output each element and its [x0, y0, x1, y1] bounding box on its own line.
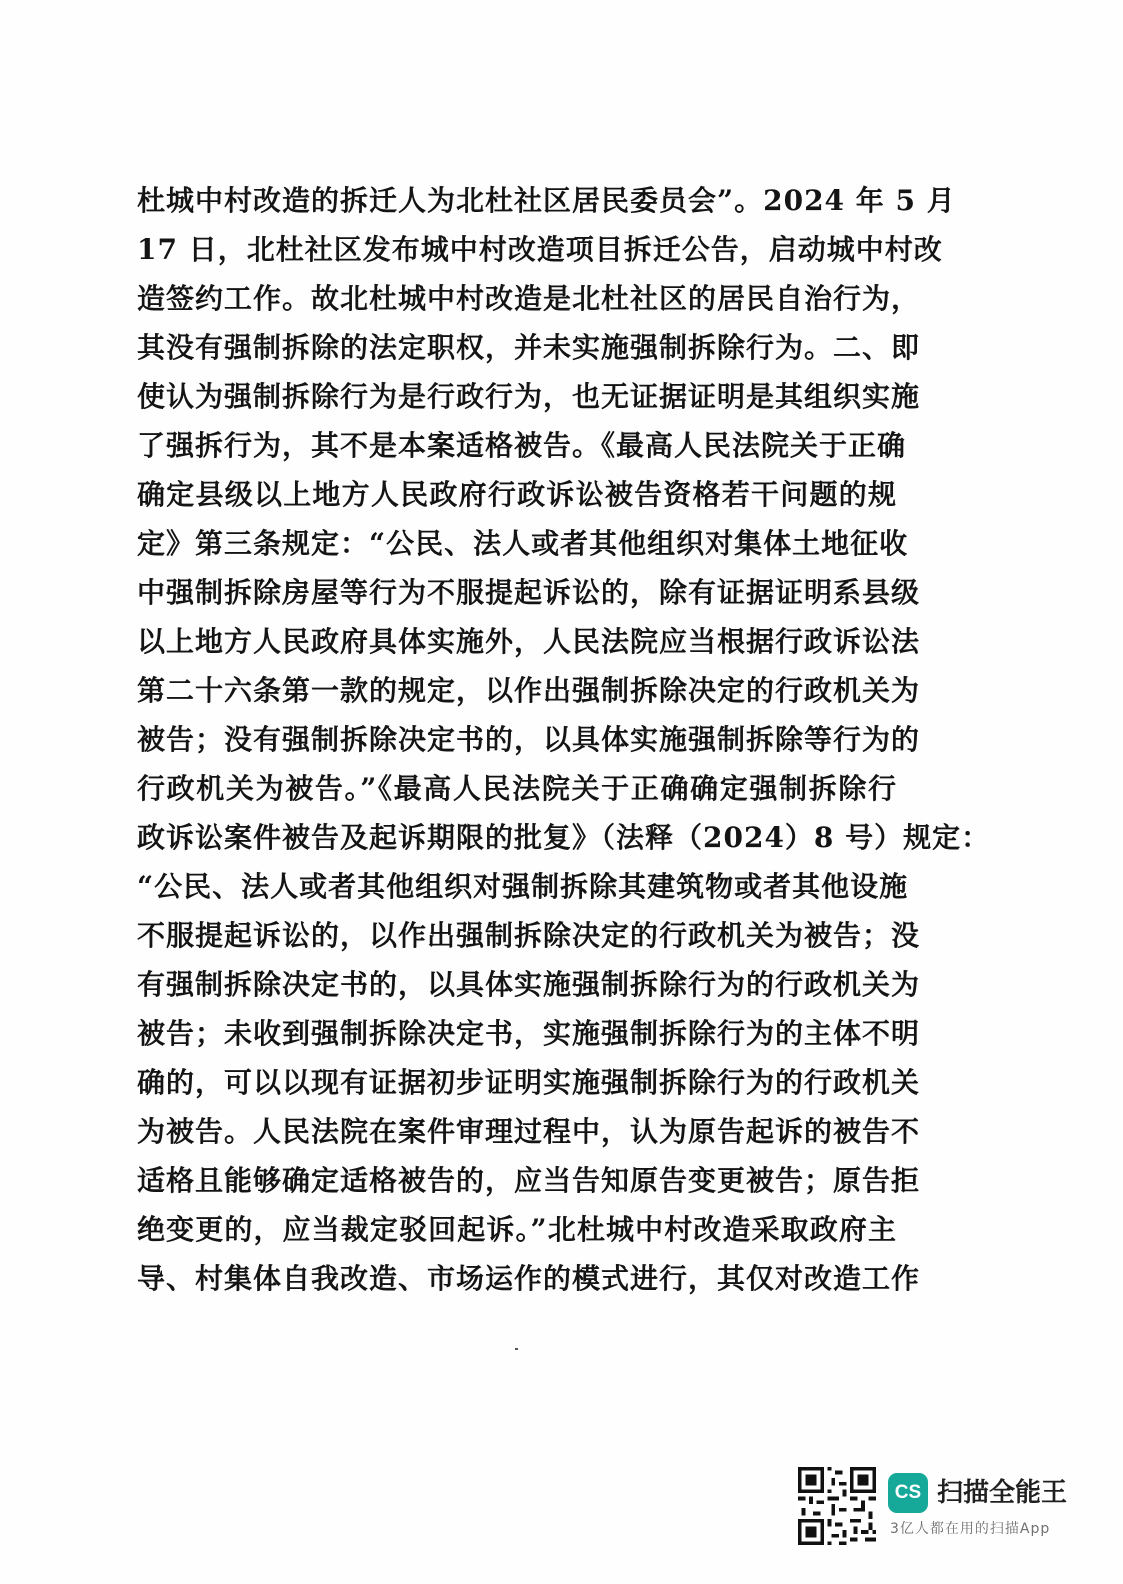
- camscanner-logo-icon: CS: [888, 1473, 928, 1513]
- text-line: 了强拆行为，其不是本案适格被告。《最高人民法院关于正确: [137, 429, 907, 462]
- text-line: 不服提起诉讼的，以作出强制拆除决定的行政机关为被告；没: [137, 919, 921, 952]
- text-line: 绝变更的，应当裁定驳回起诉。”北杜城中村改造采取政府主: [137, 1213, 897, 1246]
- text-line: 政诉讼案件被告及起诉期限的批复》（法释（2024）8 号）规定：: [137, 821, 991, 854]
- text-line: 以上地方人民政府具体实施外，人民法院应当根据行政诉讼法: [137, 625, 921, 658]
- qr-code-icon: [798, 1467, 876, 1545]
- text-line: 使认为强制拆除行为是行政行为，也无证据证明是其组织实施: [137, 380, 921, 413]
- text-line: 适格且能够确定适格被告的，应当告知原告变更被告；原告拒: [137, 1164, 921, 1197]
- brand-name: 扫描全能王: [937, 1478, 1068, 1508]
- text-line: 确的，可以以现有证据初步证明实施强制拆除行为的行政机关: [137, 1066, 921, 1099]
- text-line: 行政机关为被告。”《最高人民法院关于正确确定强制拆除行: [137, 772, 897, 805]
- text-line: 为被告。人民法院在案件审理过程中，认为原告起诉的被告不: [137, 1115, 921, 1148]
- scanner-watermark: [798, 1467, 1088, 1547]
- document-body: [137, 176, 991, 1303]
- text-line: “公民、法人或者其他组织对强制拆除其建筑物或者其他设施: [137, 870, 909, 903]
- text-line: 被告；没有强制拆除决定书的，以具体实施强制拆除等行为的: [137, 723, 921, 756]
- scan-speck: [515, 1348, 518, 1350]
- text-line: 定》第三条规定：“公民、法人或者其他组织对集体土地征收: [137, 527, 909, 560]
- text-line: 中强制拆除房屋等行为不服提起诉讼的，除有证据证明系县级: [137, 576, 921, 609]
- brand-tagline: 3亿人都在用的扫描App: [890, 1521, 1051, 1537]
- text-line: 导、村集体自我改造、市场运作的模式进行，其仅对改造工作: [137, 1262, 921, 1295]
- text-line: 17 日，北杜社区发布城中村改造项目拆迁公告，启动城中村改: [137, 233, 943, 266]
- text-line: 有强制拆除决定书的，以具体实施强制拆除行为的行政机关为: [137, 968, 921, 1001]
- text-line: 第二十六条第一款的规定，以作出强制拆除决定的行政机关为: [137, 674, 921, 707]
- text-line: 杜城中村改造的拆迁人为北杜社区居民委员会”。2024 年 5 月: [137, 184, 956, 217]
- text-line: 被告；未收到强制拆除决定书，实施强制拆除行为的主体不明: [137, 1017, 921, 1050]
- text-line: 其没有强制拆除的法定职权，并未实施强制拆除行为。二、即: [137, 331, 921, 364]
- text-line: 造签约工作。故北杜城中村改造是北杜社区的居民自治行为，: [137, 282, 921, 315]
- text-line: 确定县级以上地方人民政府行政诉讼被告资格若干问题的规: [137, 478, 897, 511]
